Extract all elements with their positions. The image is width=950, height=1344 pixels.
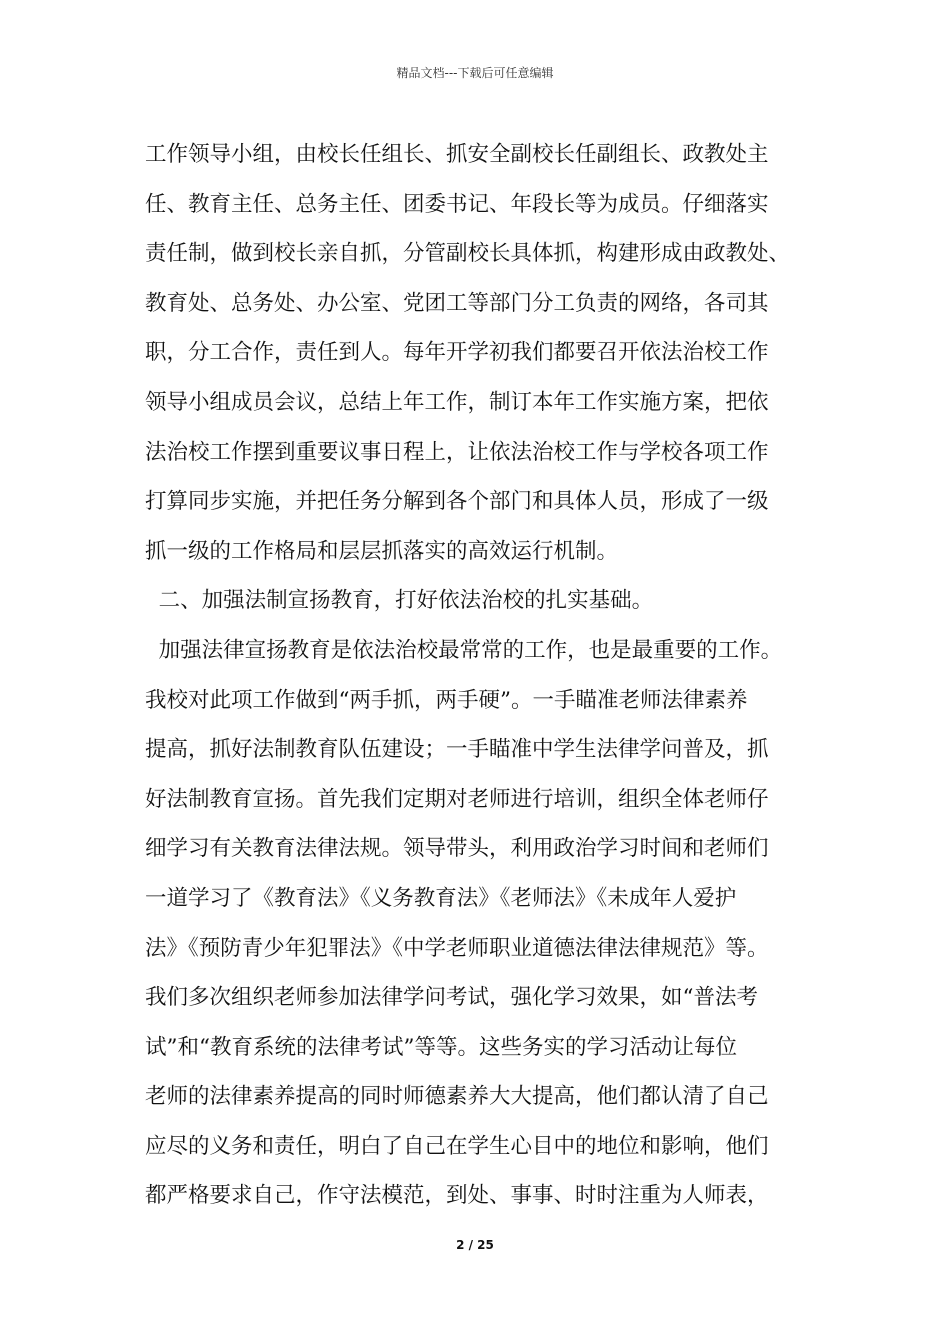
text-line: 应尽的义务和责任，明白了自己在学生心目中的地位和影响，他们 [145, 1133, 769, 1159]
page-number: 2 / 25 [456, 1238, 494, 1252]
text-line: 法治校工作摆到重要议事日程上，让依法治校工作与学校各项工作 [145, 439, 769, 465]
text-line: 老师的法律素养提高的同时师德素养大大提高，他们都认清了自己 [145, 1084, 769, 1110]
text-line: 法》《预防青少年犯罪法》《中学老师职业道德法律法律规范》等。 [145, 935, 769, 961]
text-line: 抓一级的工作格局和层层抓落实的高效运行机制。 [145, 538, 619, 564]
text-line: 我校对此项工作做到“两手抓，两手硬”。一手瞄准老师法律素养 [145, 687, 748, 713]
text-line: 打算同步实施，并把任务分解到各个部门和具体人员，形成了一级 [145, 489, 769, 515]
text-line: 工作领导小组，由校长任组长、抓安全副校长任副组长、政教处主 [145, 142, 769, 167]
text-line: 领导小组成员会议，总结上年工作，制订本年工作实施方案，把依 [145, 389, 769, 415]
text-line: 提高，抓好法制教育队伍建设；一手瞄准中学生法律学问普及，抓 [145, 737, 769, 763]
text-line: 职，分工合作，责任到人。每年开学初我们都要召开依法治校工作 [145, 340, 769, 366]
text-line: 好法制教育宣扬。首先我们定期对老师进行培训，组织全体老师仔 [145, 786, 769, 812]
section-heading: 二、加强法制宣扬教育，打好依法治校的扎实基础。 [145, 588, 654, 614]
text-line: 任、教育主任、总务主任、团委书记、年段长等为成员。仔细落实 [145, 191, 769, 217]
text-line: 细学习有关教育法律法规。领导带头，利用政治学习时间和老师们 [145, 836, 769, 862]
text-line: 责任制，做到校长亲自抓，分管副校长具体抓，构建形成由政教处、 [145, 241, 791, 267]
text-line: 我们多次组织老师参加法律学问考试，强化学习效果，如“普法考 [145, 985, 758, 1011]
document-body [145, 130, 835, 1221]
text-line: 都严格要求自己，作守法模范，到处、事事、时时注重为人师表， [145, 1183, 769, 1209]
text-line: 一道学习了《教育法》《义务教育法》《老师法》《未成年人爱护 [145, 885, 737, 911]
text-line: 试”和“教育系统的法律考试”等等。这些务实的学习活动让每位 [145, 1034, 737, 1060]
page-header: 精品文档---下载后可任意编辑 [396, 66, 554, 80]
text-line: 加强法律宣扬教育是依法治校最常常的工作，也是最重要的工作。 [145, 637, 783, 663]
text-line: 教育处、总务处、办公室、党团工等部门分工负责的网络，各司其 [145, 290, 769, 316]
